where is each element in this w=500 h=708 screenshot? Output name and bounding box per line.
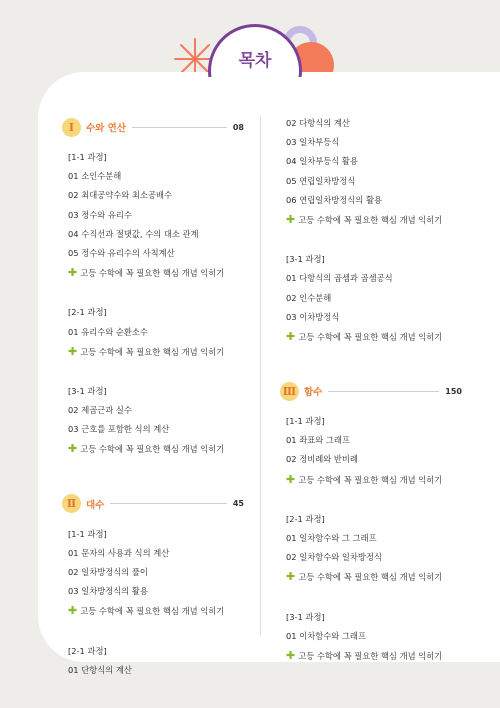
- toc-entry[interactable]: 03 정수와 유리수: [68, 209, 132, 220]
- course-group: [68, 148, 244, 282]
- toc-entry[interactable]: 02 일차방정식의 풀이: [68, 567, 148, 577]
- part-page-number: 08: [232, 122, 244, 132]
- course-group: [68, 642, 244, 680]
- course-group-continued: [286, 114, 462, 229]
- key-concepts-label: 고등 수학에 꼭 필요한 핵심 개념 익히기: [80, 444, 225, 455]
- toc-entry[interactable]: 02 다항식의 계산: [286, 118, 350, 128]
- course-group: [286, 608, 462, 666]
- course-label: [1-1 과정]: [68, 152, 107, 162]
- key-concepts-label: 고등 수학에 꼭 필요한 핵심 개념 익히기: [80, 268, 225, 279]
- plus-icon: ✚: [286, 212, 296, 226]
- plus-icon: ✚: [68, 266, 78, 280]
- plus-icon: ✚: [286, 329, 296, 343]
- key-concepts-label: 고등 수학에 꼭 필요한 핵심 개념 익히기: [298, 474, 443, 485]
- key-concepts-label: 고등 수학에 꼭 필요한 핵심 개념 익히기: [298, 650, 443, 661]
- plus-icon: ✚: [286, 648, 296, 662]
- part-numeral-badge: Ⅰ: [62, 118, 81, 137]
- course-group: [286, 510, 462, 587]
- toc-entry[interactable]: 05 정수와 유리수의 사칙계산: [68, 247, 175, 258]
- key-concepts-label: 고등 수학에 꼭 필요한 핵심 개념 익히기: [80, 346, 225, 357]
- key-concepts-entry[interactable]: [68, 342, 244, 361]
- part-leader-line: [132, 127, 227, 128]
- part-title: 수와 연산: [86, 123, 127, 134]
- toc-entry[interactable]: 02 제곱근과 실수: [68, 405, 132, 416]
- toc-entry[interactable]: 03 일차부등식: [286, 137, 340, 148]
- part-header[interactable]: [68, 118, 244, 136]
- part-title: 함수: [304, 387, 323, 399]
- course-group: [286, 250, 462, 346]
- plus-icon: ✚: [286, 570, 296, 584]
- toc-entry[interactable]: 03 이차방정식: [286, 311, 340, 322]
- part-header[interactable]: [282, 382, 462, 400]
- part-leader-line: [110, 503, 227, 504]
- key-concepts-label: 고등 수학에 꼭 필요한 핵심 개념 익히기: [298, 572, 443, 583]
- toc-entry[interactable]: 02 최대공약수와 최소공배수: [68, 190, 172, 201]
- part-page-number: 150: [445, 386, 462, 396]
- toc-entry[interactable]: 01 단항식의 계산: [68, 664, 132, 675]
- toc-entry[interactable]: 01 좌표와 그래프: [286, 435, 350, 446]
- key-concepts-label: 고등 수학에 꼭 필요한 핵심 개념 익히기: [298, 214, 443, 225]
- key-concepts-entry[interactable]: [68, 263, 244, 282]
- column-divider: [260, 115, 261, 635]
- toc-entry[interactable]: 04 일차부등식 활용: [286, 156, 358, 167]
- course-label: [2-1 과정]: [286, 513, 325, 524]
- toc-column-right: [282, 118, 462, 665]
- part-numeral-badge: Ⅱ: [62, 494, 81, 513]
- key-concepts-entry[interactable]: [286, 470, 462, 489]
- course-group: [286, 412, 462, 489]
- course-label: [1-1 과정]: [286, 416, 325, 427]
- toc-entry[interactable]: 01 일차함수와 그 그래프: [286, 533, 377, 543]
- plus-icon: ✚: [286, 472, 296, 486]
- toc-entry[interactable]: 01 문자의 사용과 식의 계산: [68, 547, 170, 558]
- toc-entry[interactable]: 03 근호를 포함한 식의 계산: [68, 424, 170, 435]
- key-concepts-label: 고등 수학에 꼭 필요한 핵심 개념 익히기: [80, 606, 225, 617]
- part-spacer: [68, 459, 244, 495]
- toc-entry[interactable]: 01 소인수분해: [68, 171, 122, 182]
- part-title: 대수: [86, 499, 105, 511]
- toc-entry[interactable]: 01 이차함수와 그래프: [286, 630, 366, 641]
- course-label: [3-1 과정]: [286, 254, 325, 265]
- key-concepts-label: 고등 수학에 꼭 필요한 핵심 개념 익히기: [298, 331, 443, 342]
- key-concepts-entry[interactable]: [286, 646, 462, 665]
- part-header[interactable]: [68, 495, 244, 513]
- plus-icon: ✚: [68, 442, 78, 456]
- toc-entry[interactable]: 03 일차방정식의 활용: [68, 586, 148, 597]
- toc-entry[interactable]: 05 연립일차방정식: [286, 175, 356, 186]
- key-concepts-entry[interactable]: [286, 327, 462, 346]
- toc-entry[interactable]: 01 다항식의 곱셈과 곱셈공식: [286, 273, 393, 284]
- part-numeral-badge: Ⅲ: [280, 382, 299, 401]
- key-concepts-entry[interactable]: [68, 601, 244, 620]
- page-title: 목차: [238, 51, 272, 71]
- course-group: [68, 382, 244, 459]
- part-leader-line: [328, 391, 439, 392]
- course-group: [68, 303, 244, 361]
- course-label: [2-1 과정]: [68, 307, 107, 318]
- key-concepts-entry[interactable]: [286, 210, 462, 229]
- key-concepts-entry[interactable]: [286, 567, 462, 586]
- toc-entry[interactable]: 02 인수분해: [286, 292, 332, 303]
- part-spacer: [286, 346, 462, 382]
- toc-entry[interactable]: 06 연립일차방정식의 활용: [286, 194, 382, 205]
- course-label: [3-1 과정]: [68, 385, 107, 396]
- toc-column-left: [68, 118, 244, 680]
- toc-entry[interactable]: 04 수직선과 절댓값, 수의 대소 관계: [68, 228, 199, 239]
- course-label: [3-1 과정]: [286, 611, 325, 622]
- plus-icon: ✚: [68, 344, 78, 358]
- course-label: [1-1 과정]: [68, 528, 107, 539]
- toc-entry[interactable]: 02 일차함수와 일차방정식: [286, 552, 382, 563]
- course-label: [2-1 과정]: [68, 645, 107, 656]
- toc-entry[interactable]: 02 정비례와 반비례: [286, 454, 358, 465]
- key-concepts-entry[interactable]: [68, 439, 244, 458]
- course-group: [68, 525, 244, 621]
- plus-icon: ✚: [68, 604, 78, 618]
- part-page-number: 45: [232, 499, 244, 509]
- toc-entry[interactable]: 01 유리수와 순환소수: [68, 326, 148, 337]
